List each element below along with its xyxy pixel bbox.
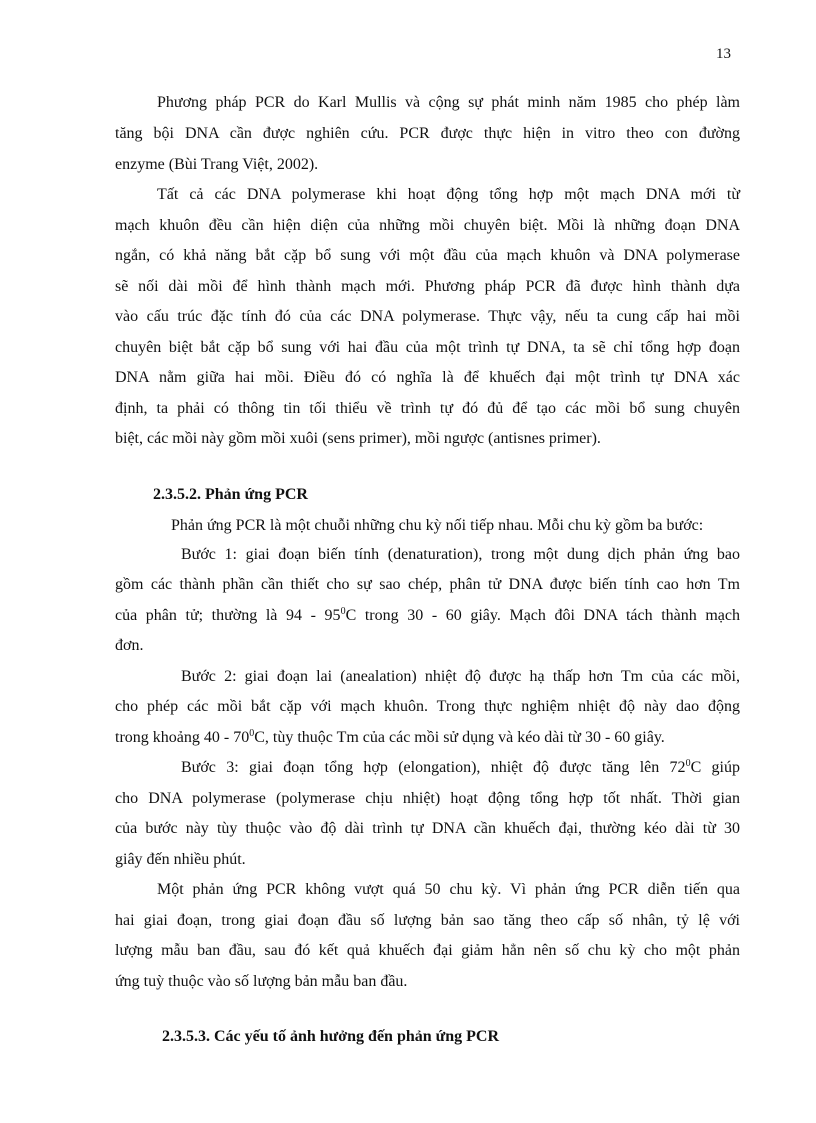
section-heading-2-3-5-2: 2.3.5.2. Phản ứng PCR	[153, 486, 308, 503]
paragraph-2-line-3: ngắn, có khả năng bắt cặp bổ sung với một đầu của mạch khuôn và DNA polymerase	[115, 247, 740, 264]
step-1-line-1: Bước 1: giai đoạn biến tính (denaturation), trong một dung dịch phản ứng bao	[181, 546, 740, 563]
paragraph-1-line-3: enzyme (Bùi Trang Việt, 2002).	[115, 156, 319, 173]
step-2-line-3: trong khoảng $40 - 70^0C$, tùy thuộc Tm của các mồi sử dụng và kéo dài từ 30 - 60 giây.	[115, 728, 665, 746]
step-3-line-4: giây đến nhiều phút.	[115, 851, 246, 868]
section-heading-2-3-5-3: 2.3.5.3. Các yếu tố ảnh hưởng đến phản ứng PCR	[162, 1028, 500, 1045]
paragraph-2-line-7: DNA nằm giữa hai mồi. Điều đó có nghĩa là để khuếch đại một trình tự DNA xác	[115, 369, 740, 386]
paragraph-4-line-4: ứng tuỳ thuộc vào số lượng bản mẫu ban đầu.	[115, 973, 408, 990]
step-1-line-4: đơn.	[115, 637, 144, 654]
page-number: 13	[716, 46, 731, 62]
paragraph-2-line-4: sẽ nối dài mồi để hình thành mạch mới. Phương pháp PCR đã được hình thành dựa	[115, 278, 740, 295]
step-1-line-3: của phân tử; thường là $94 - 95^0C$ trong 30 - 60 giây. Mạch đôi DNA tách thành mạch	[115, 606, 740, 624]
paragraph-3-line-1: Phản ứng PCR là một chuỗi những chu kỳ nối tiếp nhau. Mỗi chu kỳ gồm ba bước:	[171, 517, 704, 534]
paragraph-4-line-3: lượng mẫu ban đầu, sau đó kết quả khuếch đại giảm hẳn nên số chu kỳ cho một phản	[115, 942, 740, 959]
paragraph-4-line-2: hai giai đoạn, trong giai đoạn đầu số lượng bản sao tăng theo cấp số nhân, tỷ lệ với	[115, 912, 740, 929]
paragraph-2-line-6: chuyên biệt bắt cặp bổ sung với hai đầu của một trình tự DNA, ta sẽ chỉ tổng hợp đoạn	[115, 339, 740, 356]
paragraph-2-line-5: vào cấu trúc đặc tính đó của các DNA polymerase. Thực vậy, nếu ta cung cấp hai mồi	[115, 308, 740, 325]
step-1-line-2: gồm các thành phần cần thiết cho sự sao chép, phân tử DNA được biến tính cao hơn Tm	[115, 576, 740, 593]
paragraph-2-line-1: Tất cả các DNA polymerase khi hoạt động tổng hợp một mạch DNA mới từ	[157, 186, 740, 203]
paragraph-4-line-1: Một phản ứng PCR không vượt quá 50 chu kỳ. Vì phản ứng PCR diễn tiến qua	[157, 881, 740, 898]
step-3-line-1: Bước 3: giai đoạn tổng hợp (elongation), nhiệt độ được tăng lên $72^0C$ giúp	[181, 758, 740, 776]
paragraph-2-line-9: biệt, các mồi này gồm mồi xuôi (sens primer), mồi ngược (antisnes primer).	[115, 430, 601, 447]
paragraph-1-line-2: tăng bội DNA cần được nghiên cứu. PCR được thực hiện in vitro theo con đường	[115, 125, 740, 142]
step-2-line-1: Bước 2: giai đoạn lai (anealation) nhiệt độ được hạ thấp hơn Tm của các mồi,	[181, 668, 740, 685]
step-3-line-2: cho DNA polymerase (polymerase chịu nhiệt) hoạt động tổng hợp tốt nhất. Thời gian	[115, 790, 740, 807]
step-3-line-3: của bước này tùy thuộc vào độ dài trình tự DNA cần khuếch đại, thường kéo dài từ 30	[115, 820, 740, 837]
paragraph-2-line-2: mạch khuôn đều cần hiện diện của những mồi chuyên biệt. Mồi là những đoạn DNA	[115, 217, 740, 234]
step-2-line-2: cho phép các mồi bắt cặp với mạch khuôn. Trong thực nghiệm nhiệt độ này dao động	[115, 698, 740, 715]
paragraph-1-line-1: Phương pháp PCR do Karl Mullis và cộng sự phát minh năm 1985 cho phép làm	[157, 94, 740, 111]
paragraph-2-line-8: định, ta phải có thông tin tối thiểu về trình tự đó đủ để tạo các mồi bổ sung chuyên	[115, 400, 740, 417]
